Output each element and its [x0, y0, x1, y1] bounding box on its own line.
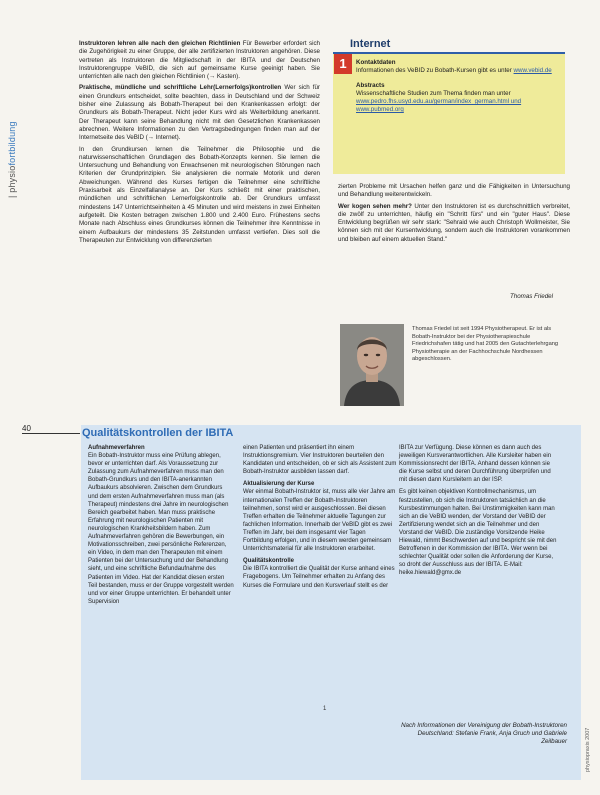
publication-footer: physiopraxis 2007 [585, 727, 591, 772]
ibita-box-column-2 [243, 444, 397, 594]
left-paragraph-2-text: Wer sich für einen Grundkurs entscheidet, sollte beachten, dass in Deutschland und der Schweiz bisher eine Zulassung als Bobath-Therapeut bei den Krankenkassen erfolgt: der Grundkurs als Bobath-Therapeut. Nicht jeder Kurs wird als Weiterbildung anerkannt. Der Therapeut kann seine Behandlung nicht mit den Gesetzlichen Krankenkassen abrechnen. Weitere Informationen zu den Vertragsbedingungen finden man auf der Internetseite des VeBID (→ Internet). [79, 84, 320, 142]
ibita-box-column-3 [399, 444, 559, 582]
right-paragraph-2 [338, 203, 570, 244]
box-section [399, 444, 559, 484]
internet-number-badge: 1 [334, 54, 352, 74]
left-paragraph-3-text: In den Grundkursen lernen die Teilnehmer die Philosophie und die naturwissenschaftlichen Grundlagen des Bobath-Konzepts kennen. Sie lernen die Untersuchung und Behandlung von Erwachsenen mit neurologischen Störungen nach Kriterien der Grundprinzipien. Sie analysieren die normale Motorik und deren Abweichungen. Während des Kurses fertigen die Teilnehmer eine schriftliche Praxisarbeit als Einzelfallanalyse an. Der Kurs schließt mit einer praktischen, mündlichen und schriftlichen Lernerfolgskontrolle ab. Der Grundkurs umfasst mindestens 147 Unterrichtseinheiten à 45 Minuten und wird meistens in zwei Einheiten aufgeteilt. Die Kosten betragen zwischen 1.800 und 2.400 Euro. Frühestens sechs Monate nach Abschluss eines Grundkurses können die Teilnehmer ihre Kenntnisse in einem Aufbaukurs der mindestens 35 Zeitstunden umfasst vertiefen. Dies soll die Therapeuten zur Entwicklung von differenzierten [79, 145, 320, 244]
right-paragraph-2-lead: Wer kogen sehen mehr? [338, 202, 412, 210]
box-section-heading: Qualitätskontrolle [243, 558, 295, 565]
internet-item-desc: Informationen des VeBID zu Bobath-Kursen gibt es unter [356, 67, 512, 75]
box-section-text: einen Patienten und präsentiert ihn einem Instruktionsgremium. Vier Instruktoren beurteilen den Kandidaten und entscheiden, ob er sich als Assistent zum Bobath-Instruktor ausbilden lassen darf. [243, 445, 397, 476]
right-paragraph-1-text: zierten Probleme mit Ursachen helfen ganz und die Fähigkeiten in Untersuchung und Behandlung weiterentwickeln. [338, 183, 570, 199]
box-section-text: IBITA zur Verfügung. Diese können es dann auch des jeweiligen Kursverantwortlichen. Alle Kursleiter haben ein Kommissionsrecht der IBITA. Anhand dessen können sie die Kurse selbst und deren Durchführung überprüfen und mit diesen dann Kursleitern an der ISP. [399, 445, 552, 484]
left-paragraph-1-text: Für Bewerber erfordert sich die Zugehörigkeit zu einer Gruppe, der alle zertifizierten Instruktoren angehören. Diese vertreten als Instruktoren die Mitgliedschaft in der IBITA und der Deutschen Instruktorengruppe VeBID, die sich auf gemeinsame Kurse geeinigt haben. Sie unterrichten alle nach den gleichen Richtlinien (→ Kasten). [79, 40, 320, 81]
section-label [7, 88, 21, 198]
author-signature: Thomas Friedel [510, 293, 553, 300]
internet-link[interactable]: www.vebid.de [513, 67, 552, 75]
left-paragraph-3 [79, 146, 320, 246]
box-section-text: Es gibt keinen objektiven Kontrollmechanismus, um festzustellen, ob sich die Instruktoren tatsächlich an die Kursbestimmungen halten. Bei Unstimmigkeiten kann man sich an die VeBID wenden, der Vorstand der VeBID der Zertifizierung wendet sich an die Teilnehmer und den Vorstand der VeBID. Die zuständige Vorsitzende Heike Hiewald, nimmt Beschwerden auf und bespricht sie mit den Betroffenen in der Kommission der IBITA. Wer wenn bei schlechter Qualität oder sollen die Anforderung der Kurse, so droht der Ausschluss aus der IBITA. E-Mail: heike.hiewald@gmx.de [399, 489, 557, 577]
section-label-accent: fortbildung [7, 121, 17, 166]
right-article-column [338, 183, 570, 247]
left-paragraph-2 [79, 84, 320, 142]
author-portrait-icon [340, 324, 404, 406]
author-caption: Thomas Friedel ist seit 1994 Physiotherapeut. Er ist als Bobath-Instruktor bei der Physiotherapieschule Friedrichshafen tätig und hat 2005 den Gutachterlehrgang Physiotherapie an der Fachhochschule Nordhessen abgeschlossen. [412, 326, 559, 363]
right-paragraph-2-text: Unter den Instruktoren ist es durchschnittlich verbreitet, die zwölf zu unterrichten, häufig ein "Schritt fürs" und ein "guter Haus". Diese Entwicklung begrüßen wir sehr stark: "Sehraid wie auch Christoph Wollmeister, Sie können sich mit der Kursentwicklung, sondern auch die Instruktoren vorankommen und bleiben auf einem aktuellen Stand." [338, 202, 571, 243]
box-section-heading: Aktualisierung der Kurse [243, 481, 315, 488]
left-paragraph-2-lead: Praktische, mündliche und schriftliche Lehr(Lernerfolgs)kontrollen [79, 84, 282, 92]
box-credits: Nach Informationen der Vereinigung der Bobath-Instruktoren Deutschland: Stefanie Frank, Anja Gruch und Gabriele Zeilbauer [401, 722, 567, 746]
box-section [243, 480, 397, 553]
internet-item-text [356, 67, 561, 75]
internet-link[interactable]: www.pedro.fhs.usyd.edu.au/german/index_german.html und www.pubmed.org [356, 98, 522, 114]
box-section [243, 557, 397, 589]
right-paragraph-1 [338, 183, 570, 200]
box-section [243, 444, 397, 476]
box-section-text: Die IBITA kontrolliert die Qualität der Kurse anhand eines Fragebogens. Um Teilnehmer erhalten zu Anfang des Kurses die Formulare und den Kursverlauf stellt es der [243, 566, 395, 589]
box-section-text: Ein Bobath-Instruktor muss eine Prüfung ablegen, bevor er unterrichten darf. Als Voraussetzung zur Zulassung zum Aufnahmeverfahren muss man den Bobath-Grundkurs und den IBITA-anerkannten Aufbaukurs absolvieren. Zwischen dem Grundkurs und dem ersten Aufnahmeverfahren muss man (als Therapeut) mindestens drei Jahre im neurologischen Bereich gearbeitet haben. Man muss praktische Erfahrung mit neurologischen Patienten mit neurologischen Krankheitsbildern haben. Zum Aufnahmeverfahren gehören die Bewerbungen, ein Motivationsschreiben, zwei persönliche Referenzen, ein Video, in dem man den Therapeuten mit einem Patienten bei der Untersuchung und der Behandlung sieht, und eine schriftliche Befundaufnahme des Patienten im Video. Hat der Kandidat diesen ersten Teil bestanden, muss er der Gruppe vorgestellt werden und vor einer Gruppe unterrichten. Er behandelt unter Supervision [88, 453, 234, 605]
internet-item-text [356, 90, 561, 115]
page-number: 40 [22, 424, 31, 433]
box-section-heading: Aufnahmeverfahren [88, 445, 145, 451]
box-center-mark: 1 [323, 706, 327, 712]
box-section-text: Wer einmal Bobath-Instruktor ist, muss alle vier Jahre am internationalen Treffen der Bobath-Instruktoren teilnehmen, sonst wird er ausgeschlossen. Bei diesen Treffen erhalten die Teilnehmer aktuelle Tagungen zur fachlichen Information. Innerhalb der VeBID gibt es zwei Treffen im Jahr, bei dem insgesamt vier Tagen Fortbildung erfolgen, und in diesem werden gemeinsam Unterrichtsmaterial für alle Instruktoren erarbeitet. [243, 489, 396, 553]
internet-item-title: Abstracts [356, 81, 385, 89]
box-section [88, 444, 234, 606]
left-paragraph-1-lead: Instruktoren lehren alle nach den gleichen Richtlinien [79, 40, 241, 47]
page-number-rule [22, 433, 80, 434]
internet-item-title: Kontaktdaten [356, 59, 396, 66]
ibita-box-title: Qualitätskontrollen der IBITA [82, 427, 234, 439]
box-section [399, 488, 559, 577]
left-article-column [79, 40, 320, 248]
internet-heading: Internet [350, 38, 391, 50]
left-paragraph-1 [79, 40, 320, 81]
internet-item-desc: Wissenschaftliche Studien zum Thema finden man unter [356, 89, 511, 97]
ibita-box-column-1 [88, 444, 234, 610]
internet-box-content [356, 59, 561, 115]
section-label-pre: | physio [7, 165, 17, 198]
author-photo [340, 324, 404, 406]
